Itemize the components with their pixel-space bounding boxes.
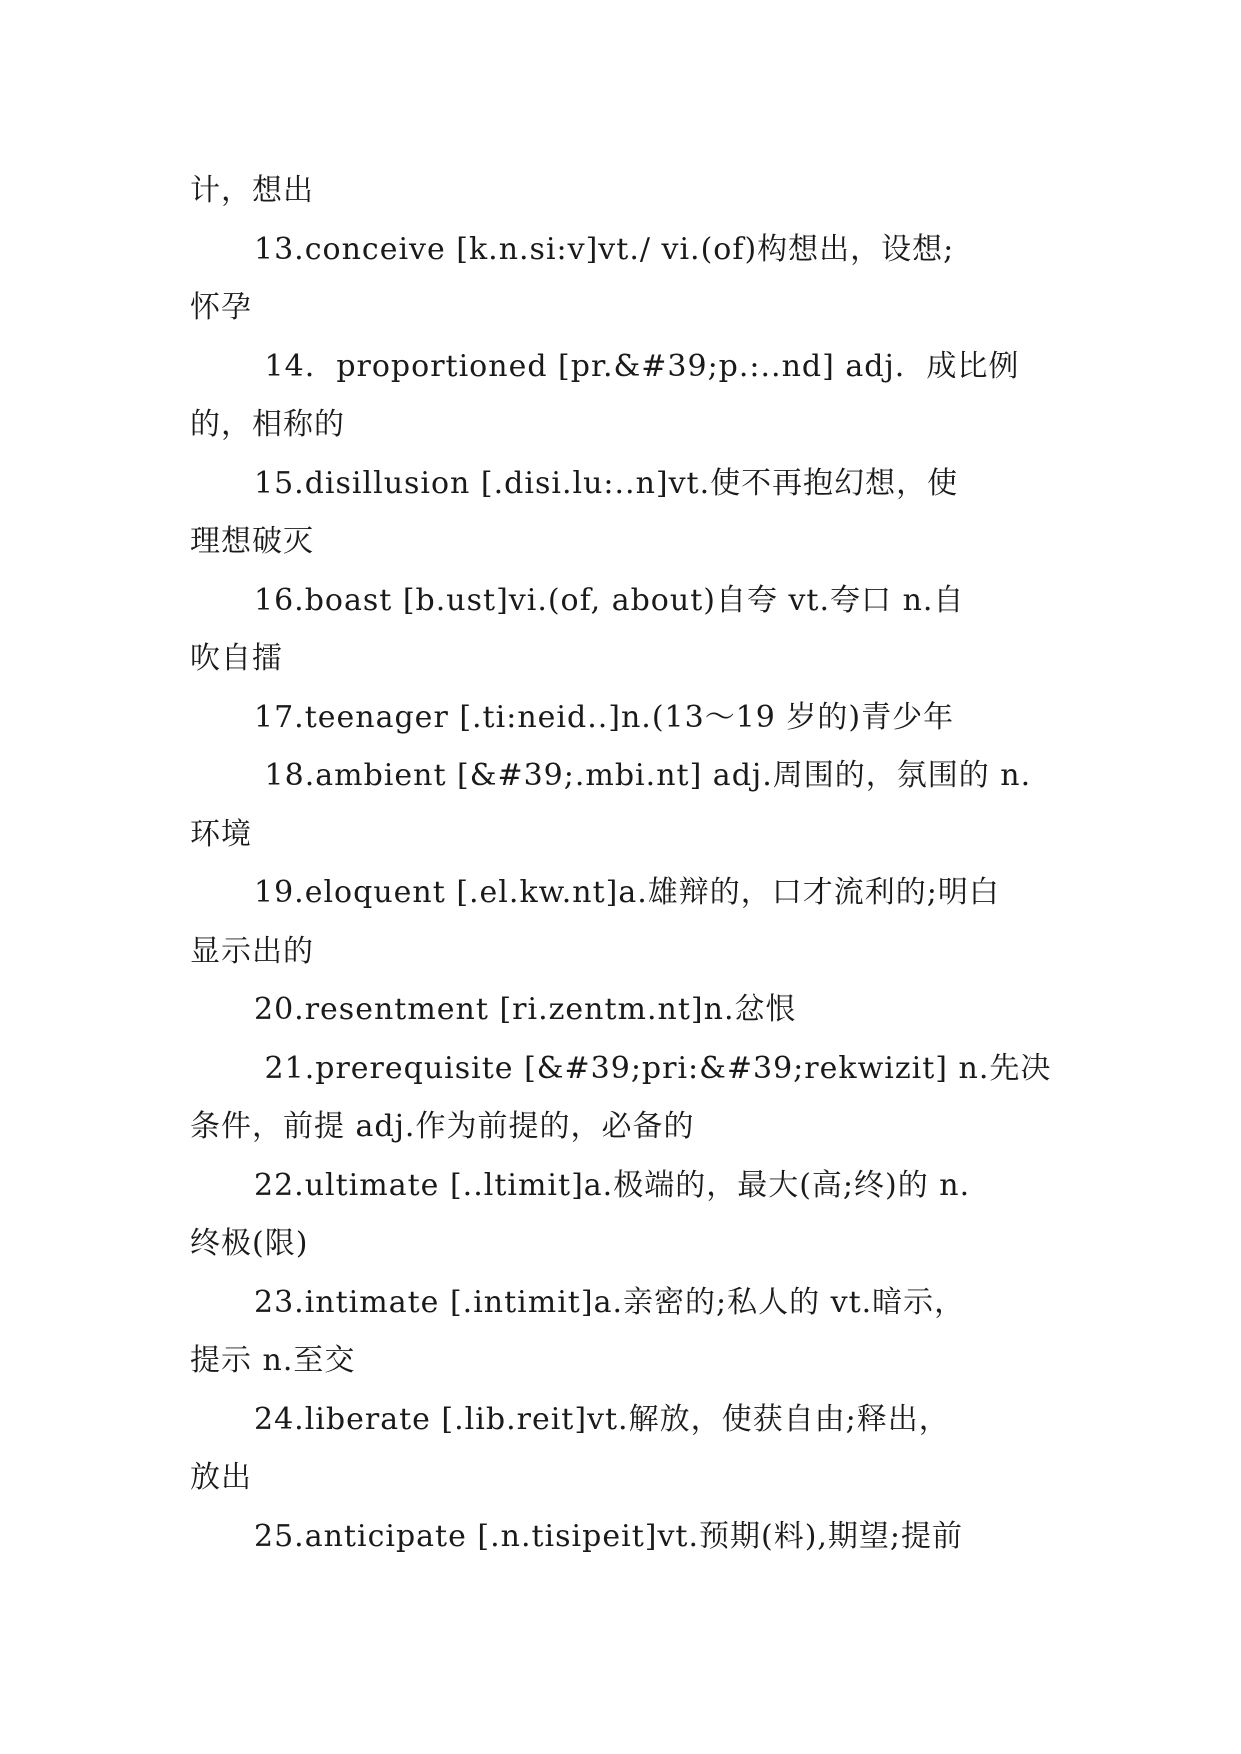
text-line: 19.eloquent [.el.kw.nt]a.雄辩的，口才流利的;明白	[254, 875, 1000, 910]
text-line: 计，想出	[190, 173, 314, 208]
text-line: 18.ambient [&#39;.mbi.nt] adj.周围的，氛围的 n.	[254, 758, 1032, 793]
text-line: 25.anticipate [.n.tisipeit]vt.预期(料),期望;提前	[254, 1518, 964, 1554]
text-line: 13.conceive [k.n.si:v]vt./ vi.(of)构想出，设想;	[254, 231, 955, 267]
text-line: 放出	[190, 1460, 252, 1495]
text-line: 理想破灭	[190, 524, 314, 559]
text-line: 条件，前提 adj.作为前提的，必备的	[190, 1109, 695, 1144]
text-line: 怀孕	[190, 290, 252, 325]
text-line: 21.prerequisite [&#39;pri:&#39;rekwizit] n.先决	[254, 1050, 1052, 1086]
text-line: 22.ultimate [..ltimit]a.极端的，最大(高;终)的 n.	[254, 1167, 971, 1203]
text-line: 14. proportioned [pr.&#39;p.:..nd] adj. 成比例	[254, 348, 1020, 384]
text-line: 提示 n.至交	[190, 1343, 356, 1378]
text-line: 环境	[190, 816, 252, 852]
text-line: 终极(限)	[190, 1226, 309, 1261]
text-line: 20.resentment [ri.zentm.nt]n.忿恨	[254, 992, 797, 1027]
text-line: 24.liberate [.lib.reit]vt.解放，使获自由;释出，	[254, 1401, 950, 1437]
text-line: 的，相称的	[190, 407, 345, 442]
vocabulary-list	[190, 162, 1070, 1566]
text-line: 显示出的	[190, 933, 314, 969]
text-line: 15.disillusion [.disi.lu:..n]vt.使不再抱幻想，使	[254, 465, 959, 501]
text-line: 17.teenager [.ti:neid..]n.(13～19 岁的)青少年	[254, 699, 955, 735]
text-line: 23.intimate [.intimit]a.亲密的;私人的 vt.暗示，	[254, 1284, 966, 1320]
text-line: 吹自擂	[190, 641, 283, 676]
text-line: 16.boast [b.ust]vi.(of, about)自夸 vt.夸口 n.自	[254, 582, 965, 618]
